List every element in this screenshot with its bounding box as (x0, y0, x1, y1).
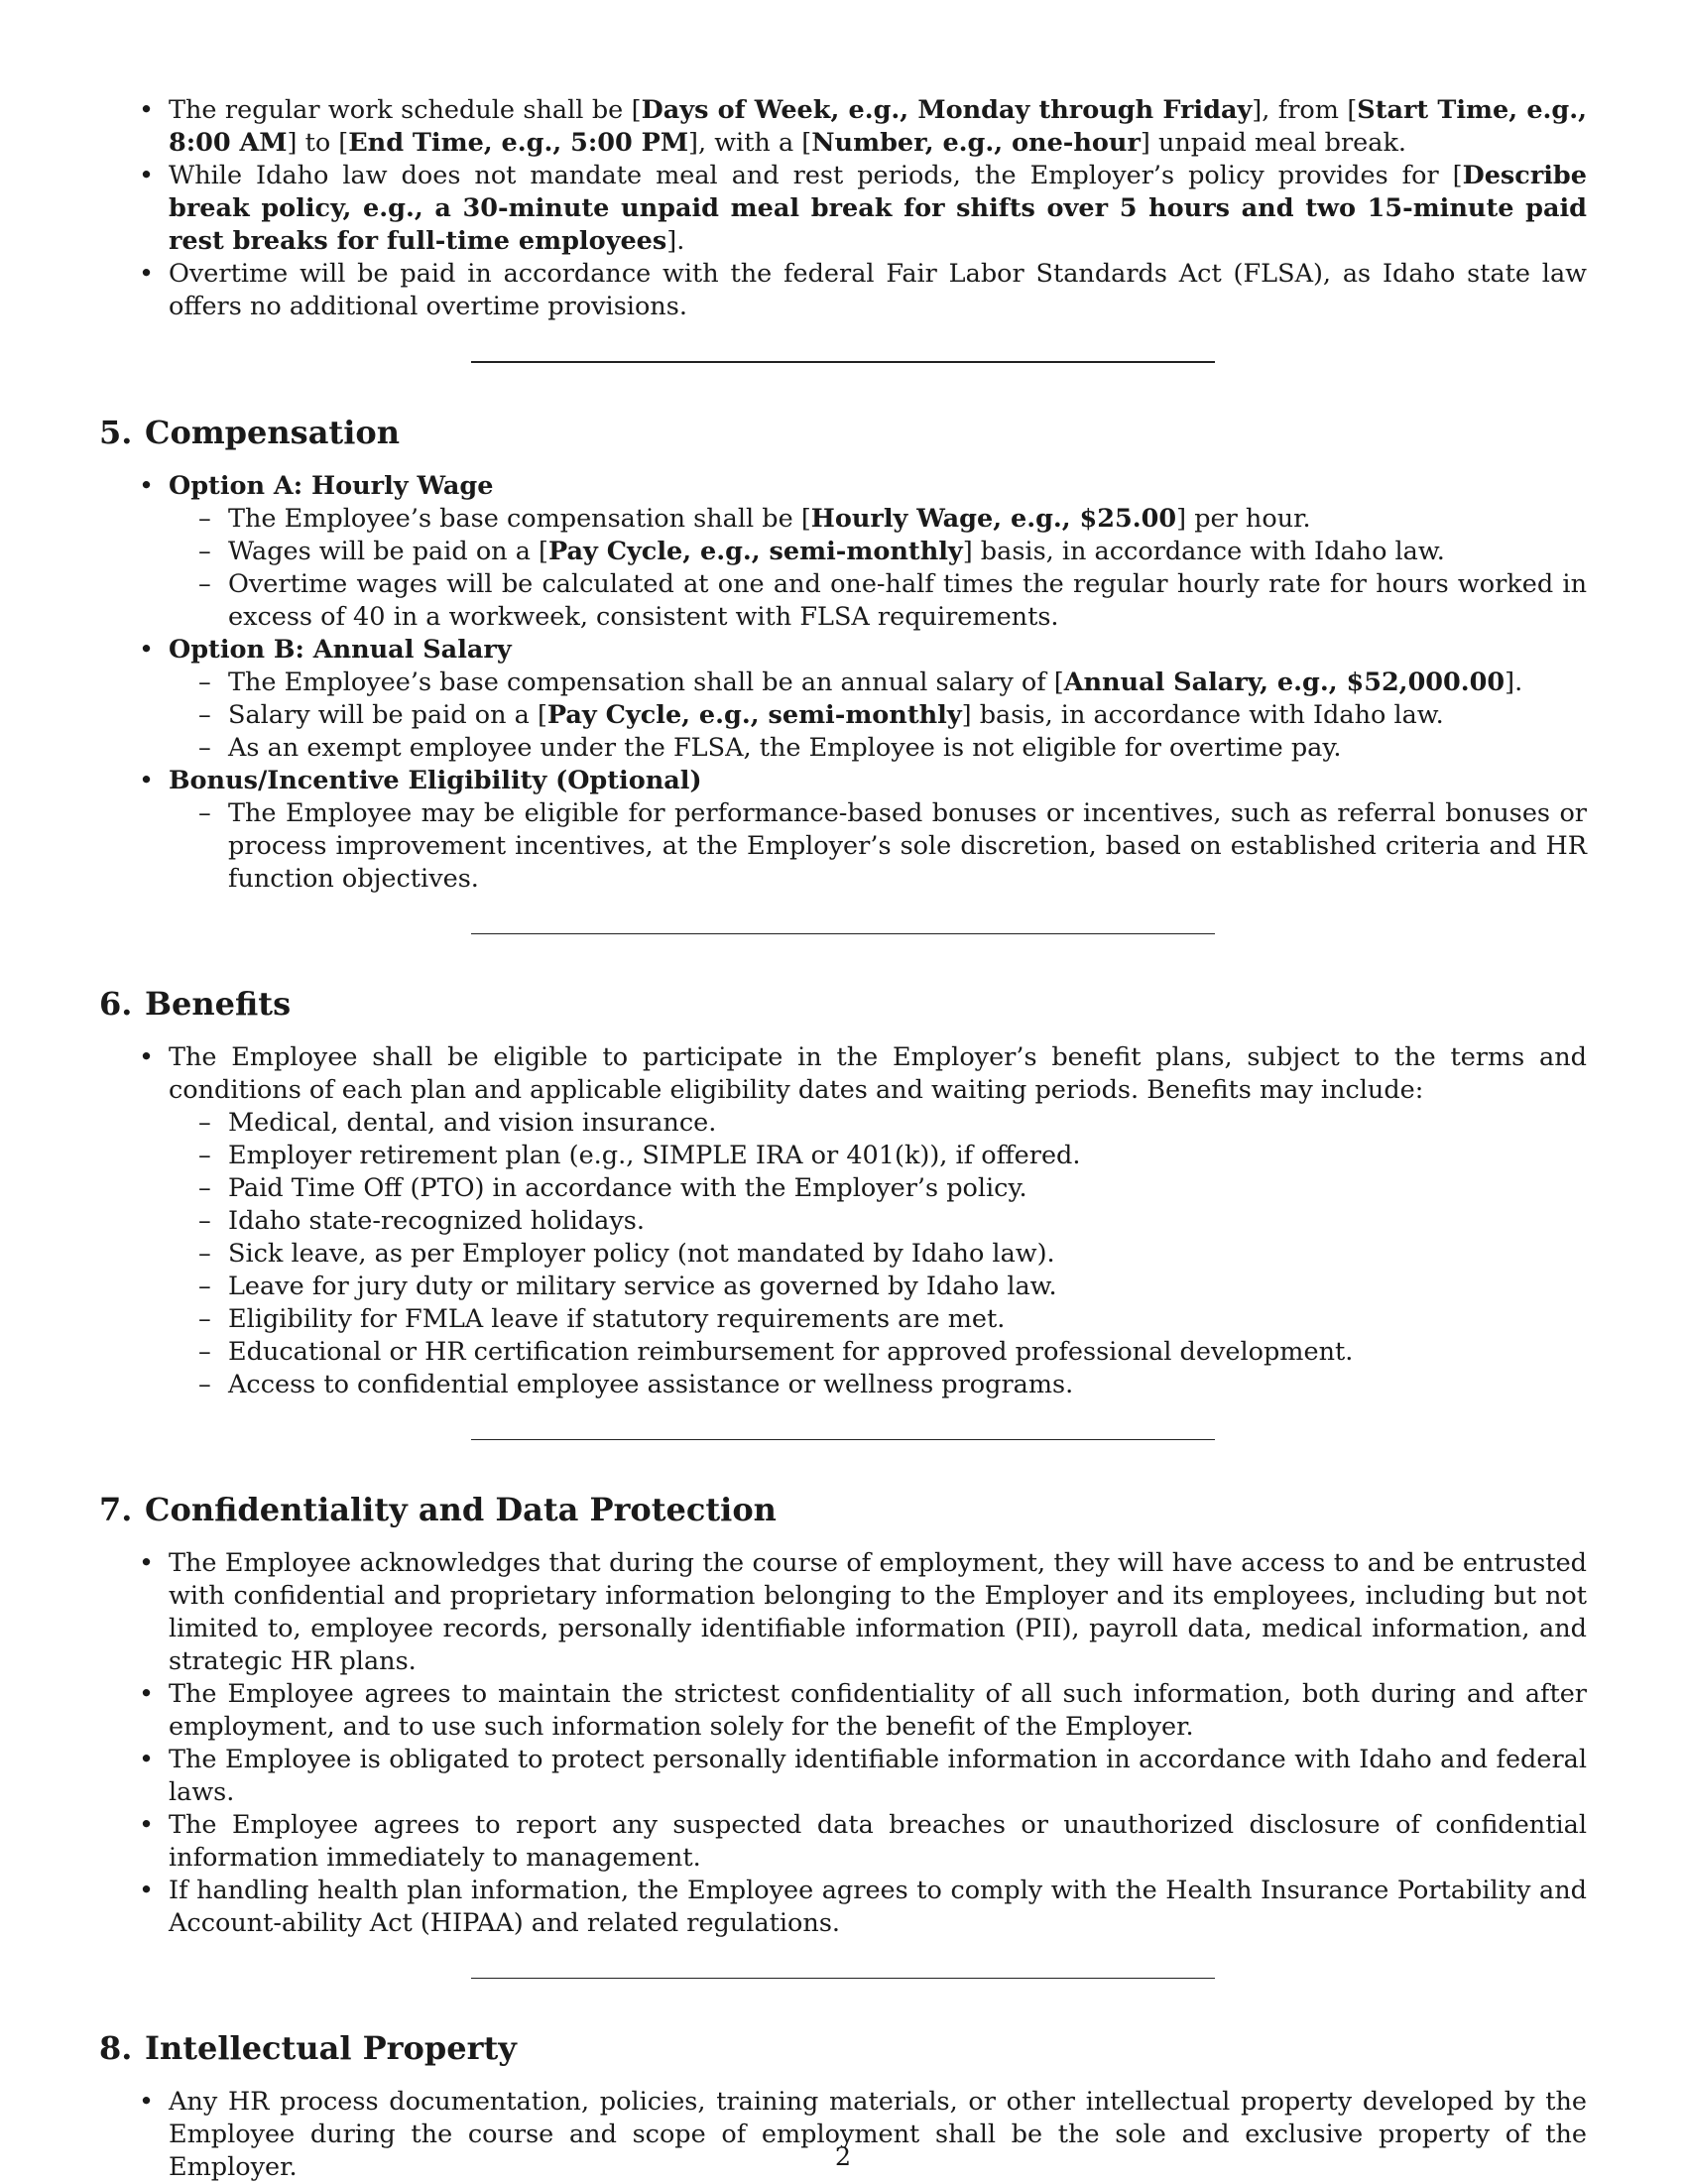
text-run: Overtime wages will be calculated at one and one-half times the regular hourly rate for hours worked in excess of 40 in a workweek, consistent with FLSA requirements. (228, 569, 1587, 632)
text-run: While Idaho law does not mandate meal and rest periods, the Employer’s policy provides for [ (169, 161, 1463, 190)
text-run: Educational or HR certification reimbursement for approved professional development. (228, 1337, 1354, 1367)
section-title: Intellectual Property (145, 2029, 517, 2067)
bullet-item (99, 160, 1587, 258)
placeholder-field: Bonus/Incentive Eligibility (Optional) (169, 766, 702, 795)
text-run: The regular work schedule shall be [ (169, 95, 642, 125)
placeholder-field: Hourly Wage, e.g., $25.00 (810, 504, 1177, 534)
sub-bullet-item (169, 1205, 1587, 1238)
text-run: Eligibility for FMLA leave if statutory requirements are met. (228, 1304, 1006, 1334)
section-heading (99, 1490, 1587, 1529)
section-number: 7. (99, 1491, 133, 1528)
sub-bullet-item (169, 1107, 1587, 1140)
text-run: ]. (666, 226, 685, 256)
bullet-list (99, 470, 1587, 896)
placeholder-field: Number, e.g., one-hour (811, 128, 1141, 158)
sub-bullet-item (169, 1238, 1587, 1271)
sub-bullet-item (169, 1336, 1587, 1369)
text-run: Idaho state-recognized holidays. (228, 1206, 645, 1236)
sub-bullet-item (169, 1271, 1587, 1303)
sub-bullet-item (169, 699, 1587, 732)
text-run: The Employee acknowledges that during the course of employment, they will have access to and be entrusted with confidential and proprietary information belonging to the Employer and its employees, including but not limited to, employee records, personally identifiable information (PII), payroll data, medical information, and strategic HR plans. (169, 1548, 1587, 1676)
text-run: Access to confidential employee assistance or wellness programs. (228, 1370, 1074, 1399)
bullet-item (99, 765, 1587, 896)
section-heading (99, 413, 1587, 452)
text-run: The Employee may be eligible for performance-based bonuses or incentives, such as referral bonuses or process improvement incentives, at the Employer’s sole discretion, based on established criteria and HR function objectives. (228, 798, 1587, 894)
sub-bullet-item (169, 732, 1587, 765)
text-run: ], from [ (1252, 95, 1358, 125)
sub-bullet-list (169, 1107, 1587, 1401)
section-divider (471, 361, 1215, 363)
section-number: 8. (99, 2029, 133, 2067)
text-run: Employer retirement plan (e.g., SIMPLE IRA or 401(k)), if offered. (228, 1141, 1081, 1170)
section-title: Compensation (145, 414, 400, 451)
bullet-item (99, 634, 1587, 765)
section-divider (471, 1439, 1215, 1440)
bullet-item (99, 258, 1587, 323)
text-run: ] to [ (287, 128, 349, 158)
placeholder-field: Pay Cycle, e.g., semi-monthly (546, 700, 962, 730)
intro-bullet-list (99, 94, 1587, 323)
text-run: If handling health plan information, the Employee agrees to comply with the Health Insurance Portability and Account-ability Act (HIPAA) and related regulations. (169, 1876, 1587, 1938)
bullet-item (99, 470, 1587, 634)
section-divider (471, 1978, 1215, 1979)
bullet-item (99, 1547, 1587, 1678)
text-run: ], with a [ (688, 128, 812, 158)
sub-bullet-item (169, 1140, 1587, 1172)
placeholder-field: End Time, e.g., 5:00 PM (348, 128, 689, 158)
text-run: Wages will be paid on a [ (228, 537, 548, 566)
text-run: The Employee shall be eligible to participate in the Employer’s benefit plans, subject to the terms and conditions of each plan and applicable eligibility dates and waiting periods. Benefits may include: (169, 1042, 1587, 1105)
placeholder-field: Option A: Hourly Wage (169, 471, 494, 501)
placeholder-field: Annual Salary, e.g., $52,000.00 (1063, 667, 1505, 697)
placeholder-field: Option B: Annual Salary (169, 635, 512, 665)
text-run: Salary will be paid on a [ (228, 700, 547, 730)
sub-bullet-list (169, 797, 1587, 896)
section-number: 5. (99, 414, 133, 451)
text-run: ] basis, in accordance with Idaho law. (962, 537, 1445, 566)
sub-bullet-item (169, 667, 1587, 699)
text-run: Leave for jury duty or military service as governed by Idaho law. (228, 1272, 1057, 1301)
section-title: Benefits (145, 985, 292, 1023)
sub-bullet-item (169, 568, 1587, 634)
bullet-item (99, 1744, 1587, 1809)
document-page (99, 94, 1587, 2184)
placeholder-field: Start Time, e.g., 8:00 AM (169, 95, 1588, 158)
sub-bullet-item (169, 1172, 1587, 1205)
text-run: The Employee agrees to maintain the strictest confidentiality of all such information, both during and after employment, and to use such information solely for the benefit of the Employer. (169, 1679, 1587, 1742)
sub-bullet-list (169, 667, 1587, 765)
placeholder-field: Days of Week, e.g., Monday through Friday (641, 95, 1253, 125)
text-run: ]. (1505, 667, 1523, 697)
bullet-list (99, 1547, 1587, 1940)
bullet-item (99, 1678, 1587, 1744)
section-divider (471, 933, 1215, 934)
page-number: 2 (834, 2142, 852, 2172)
text-run: ] basis, in accordance with Idaho law. (961, 700, 1444, 730)
sections-container (99, 413, 1587, 2184)
section-heading (99, 2028, 1587, 2068)
bullet-item (99, 1041, 1587, 1401)
text-run: The Employee is obligated to protect personally identifiable information in accordance with Idaho and federal laws. (169, 1745, 1587, 1807)
text-run: Medical, dental, and vision insurance. (228, 1108, 717, 1138)
sub-bullet-item (169, 503, 1587, 536)
text-run: The Employee’s base compensation shall be [ (228, 504, 811, 534)
text-run: As an exempt employee under the FLSA, the Employee is not eligible for overtime pay. (228, 733, 1342, 763)
placeholder-field: Describe break policy, e.g., a 30-minute unpaid meal break for shifts over 5 hours and two 15-minute paid rest breaks for full-time employees (169, 161, 1587, 256)
section-title: Confidentiality and Data Protection (145, 1491, 777, 1528)
text-run: The Employee’s base compensation shall be an annual salary of [ (228, 667, 1064, 697)
text-run: The Employee agrees to report any suspected data breaches or unauthorized disclosure of confidential information immediately to management. (169, 1810, 1587, 1873)
text-run: ] unpaid meal break. (1140, 128, 1407, 158)
sub-bullet-item (169, 536, 1587, 568)
bullet-list (99, 1041, 1587, 1401)
placeholder-field: Pay Cycle, e.g., semi-monthly (547, 537, 963, 566)
section-number: 6. (99, 985, 133, 1023)
text-run: ] per hour. (1176, 504, 1311, 534)
text-run: Paid Time Off (PTO) in accordance with the Employer’s policy. (228, 1173, 1027, 1203)
sub-bullet-list (169, 503, 1587, 634)
bullet-item (99, 94, 1587, 160)
text-run: Any HR process documentation, policies, training materials, or other intellectual property developed by the Employee during the course and scope of employment shall be the sole and exclusive property of the Employer. (169, 2087, 1587, 2182)
text-run: Overtime will be paid in accordance with the federal Fair Labor Standards Act (FLSA), as Idaho state law offers no additional overtime provisions. (169, 259, 1587, 321)
section-heading (99, 984, 1587, 1024)
bullet-item (99, 1875, 1587, 1940)
sub-bullet-item (169, 797, 1587, 896)
bullet-item (99, 1809, 1587, 1875)
sub-bullet-item (169, 1303, 1587, 1336)
text-run: Sick leave, as per Employer policy (not mandated by Idaho law). (228, 1239, 1055, 1269)
sub-bullet-item (169, 1369, 1587, 1401)
